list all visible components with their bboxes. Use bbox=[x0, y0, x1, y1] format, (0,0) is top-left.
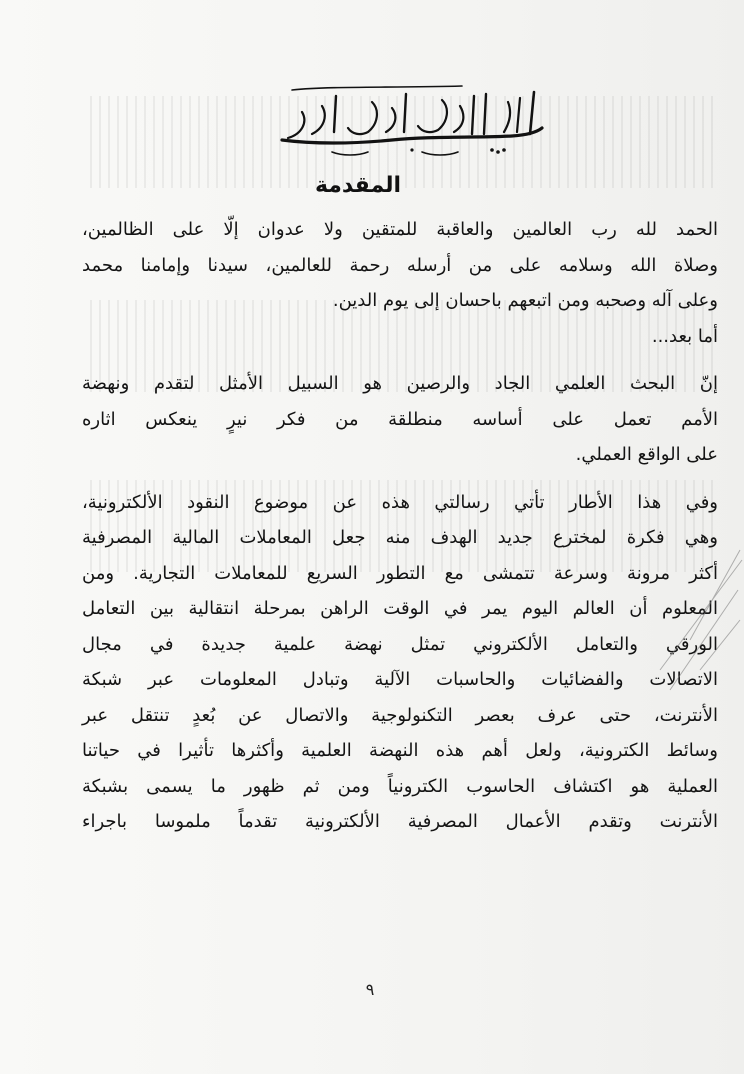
text-line: وفي هذا الأطار تأتي رسالتي هذه عن موضوع النقود الألكترونية، bbox=[82, 491, 718, 513]
text-line: الأمم تعمل على أساسه منطلقة من فكر نيرٍ ينعكس اثاره bbox=[82, 408, 718, 430]
text-line: وهي فكرة لمخترع جديد الهدف منه جعل المعاملات المالية المصرفية bbox=[82, 527, 718, 548]
text-line: أكثر مرونة وسرعة تتمشى مع التطور السريع للمعاملات التجارية. ومن bbox=[82, 562, 718, 584]
text-line: المعلوم أن العالم اليوم يمر في الوقت الراهن بمرحلة انتقالية بين التعامل bbox=[82, 598, 718, 619]
text-line: على الواقع العملي. bbox=[575, 444, 718, 465]
scan-scratch-marks bbox=[600, 520, 744, 740]
page-number: ٩ bbox=[365, 980, 375, 999]
text-line: الاتصالات والفضائيات والحاسبات الآلية وتبادل المعلومات عبر شبكة bbox=[82, 669, 718, 690]
text-line: إنّ البحث العلمي الجاد والرصين هو السبيل الأمثل لتقدم ونهضة bbox=[82, 373, 718, 394]
page-title: المقدمة bbox=[314, 173, 402, 198]
text-line: أما بعد... bbox=[651, 325, 718, 347]
paragraph-gap bbox=[82, 473, 718, 485]
basmala-calligraphy bbox=[272, 82, 552, 162]
paragraph-gap bbox=[82, 354, 718, 366]
text-line: العملية هو اكتشاف الحاسوب الكترونياً ومن ثم ظهور ما يسمى بشبكة bbox=[82, 775, 718, 797]
text-line: الحمد لله رب العالمين والعاقبة للمتقين ولا عدوان إلّا على الظالمين، bbox=[82, 219, 718, 240]
text-line: الأنترنت وتقدم الأعمال المصرفية الألكترونية تقدماً ملموسا باجراء bbox=[82, 811, 718, 832]
text-line: وعلى آله وصحبه ومن اتبعهم باحسان إلى يوم الدين. bbox=[332, 290, 718, 311]
text-line: الورقي والتعامل الألكتروني تمثل نهضة علمية جديدة في مجال bbox=[82, 633, 718, 655]
text-line: وصلاة الله وسلامه على من أرسله رحمة للعالمين، سيدنا وإمامنا محمد bbox=[82, 254, 718, 276]
text-line: الأنترنت، حتى عرف بعصر التكنولوجية والاتصال عن بُعدٍ تنتقل عبر bbox=[82, 704, 718, 726]
text-line: وسائط الكترونية، ولعل أهم هذه النهضة العلمية وأكثرها تأثيرا في حياتنا bbox=[82, 740, 718, 761]
